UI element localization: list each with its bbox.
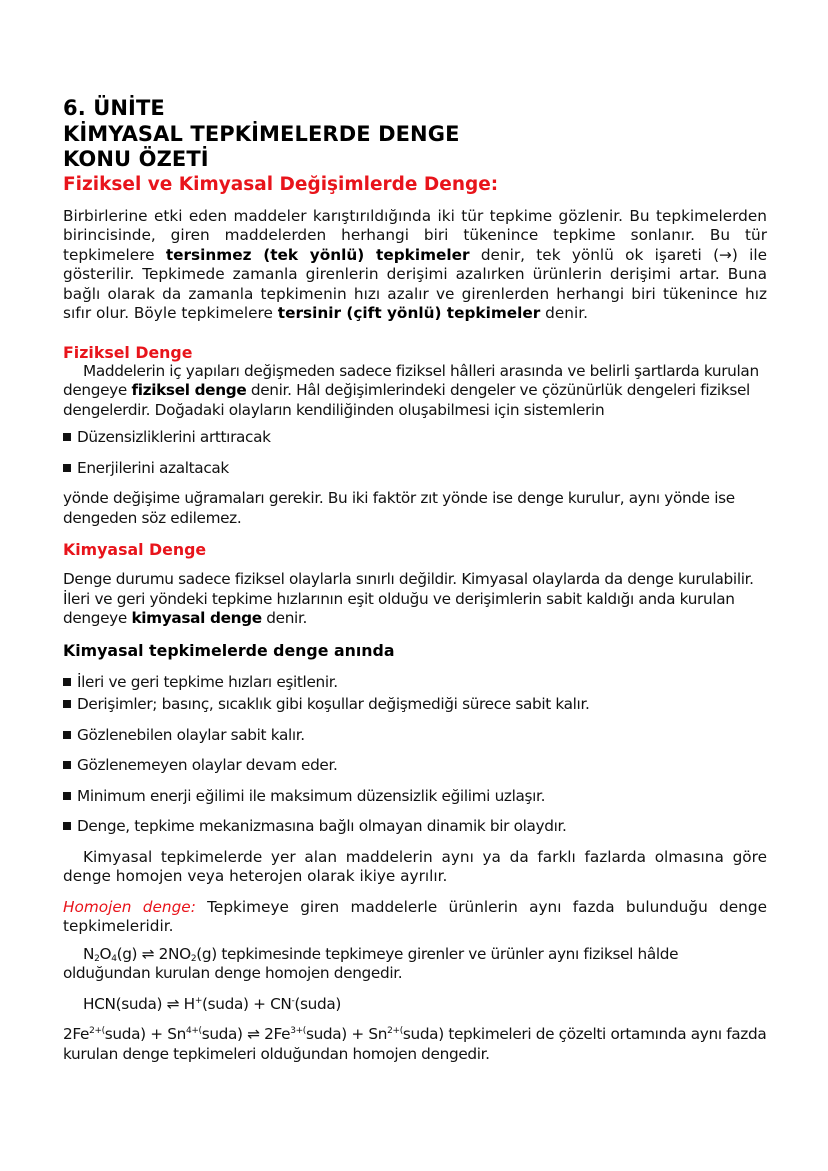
formula-part: suda) + Sn <box>305 1025 388 1043</box>
summary-title: KONU ÖZETİ <box>63 147 209 171</box>
physical-text-2: denir. Hâl değişimlerindeki dengeler ve çözünürlük dengeleri fiziksel dengelerdir. Doğadaki olayların kendiliğinden oluşabilmesi için sistemlerin <box>63 381 750 419</box>
formula-part: O <box>99 944 112 963</box>
physical-after-paragraph: yönde değişime uğramaları gerekir. Bu iki faktör zıt yönde ise denge kurulur, aynı yönde ise dengeden söz edilemez. <box>63 489 735 527</box>
equilibrium-bullet <box>63 817 767 837</box>
homogeneous-definition <box>63 898 767 937</box>
square-bullet-icon <box>63 433 71 441</box>
equilibrium-bullet <box>63 756 767 776</box>
heading-at-equilibrium: Kimyasal tepkimelerde denge anında <box>63 640 395 660</box>
superscript: 2+( <box>89 1026 105 1036</box>
square-bullet-icon <box>63 700 71 708</box>
equilibrium-bullet <box>63 726 767 746</box>
square-bullet-icon <box>63 822 71 830</box>
physical-text-1: Maddelerin iç yapıları değişmeden sadece fiziksel hâlleri arasında ve belirli şartlarda kurulan dengeye <box>63 361 759 399</box>
physical-bullet <box>63 428 767 448</box>
superscript: + <box>194 995 203 1006</box>
formula-part: HCN(suda) ⇌ H <box>83 994 195 1013</box>
bullet-text: İleri ve geri tepkime hızları eşitlenir. <box>77 672 338 691</box>
bullet-text: Gözlenemeyen olaylar devam eder. <box>77 756 338 774</box>
bullet-text: Derişimler; basınç, sıcaklık gibi koşullar değişmediği sürece sabit kalır. <box>77 695 590 713</box>
formula-part: suda) + Sn <box>104 1025 186 1043</box>
equilibrium-bullet <box>63 673 767 693</box>
physical-equilibrium-paragraph <box>63 362 767 421</box>
physical-bullet <box>63 459 767 479</box>
phase-paragraph: Kimyasal tepkimelerde yer alan maddelerin aynı ya da farklı fazlarda olmasına göre denge homojen veya heterojen olarak ikiye ayrılır. <box>63 847 767 885</box>
superscript: - <box>291 995 295 1006</box>
square-bullet-icon <box>63 678 71 686</box>
bullet-text: Gözlenebilen olaylar sabit kalır. <box>77 725 305 744</box>
formula-part: (g) ⇌ 2NO <box>116 944 191 963</box>
bullet-text: Minimum enerji eğilimi ile maksimum düzensizlik eğilimi uzlaşır. <box>77 786 546 805</box>
intro-text-3: denir. <box>540 304 588 322</box>
homogeneous-text: Tepkimeye giren maddelerle ürünlerin aynı fazda bulunduğu denge tepkimeleridir. <box>63 897 767 935</box>
intro-text-2: denir, tek yönlü ok işareti (→) ile gösterilir. Tepkimede zamanla girenlerin derişimi azalırken ürünlerin derişimi artar. Buna bağlı olarak da zamanla tepkimenin hızı azalır ve girenlerden herhangi biri tükenince hız sıfır olur. Böyle tepkimelere <box>63 245 767 322</box>
chemical-text-1: Denge durumu sadece fiziksel olaylarla sınırlı değildir. Kimyasal olaylarda da denge kurulabilir. İleri ve geri yöndeki tepkime hızlarının eşit olduğu ve derişimlerin sabit kaldığı anda kurulan dengeye <box>63 570 754 627</box>
example-fe-sn <box>63 1025 767 1064</box>
unit-title: 6. ÜNİTE <box>63 96 165 120</box>
superscript: 3+( <box>290 1026 306 1036</box>
square-bullet-icon <box>63 761 71 769</box>
formula-part: suda) ⇌ 2Fe <box>201 1025 291 1043</box>
formula-part: N <box>83 944 95 963</box>
formula-part: (suda) <box>294 994 342 1013</box>
chemical-equilibrium-paragraph <box>63 570 767 629</box>
equilibrium-bullet <box>63 787 767 807</box>
superscript: 4+( <box>185 1026 202 1036</box>
subscript: 2 <box>190 953 197 964</box>
square-bullet-icon <box>63 464 71 472</box>
document-page <box>63 96 767 1064</box>
document-header <box>63 96 767 173</box>
square-bullet-icon <box>63 792 71 800</box>
bullet-text: Düzensizliklerini arttıracak <box>77 428 271 446</box>
superscript: 2+( <box>387 1026 403 1036</box>
example-text: (g) tepkimesinde tepkimeye girenler ve ürünler aynı fiziksel hâlde olduğundan kurulan denge homojen dengedir. <box>63 944 679 982</box>
homogeneous-label: Homojen denge: <box>63 897 196 916</box>
example-n2o4 <box>63 945 767 984</box>
heading-physical-equilibrium: Fiziksel Denge <box>63 342 193 362</box>
intro-text-1: Birbirlerine etki eden maddeler karıştırıldığında iki tür tepkime gözlenir. Bu tepkimelerden birincisinde, giren maddelerden herhangi biri tükenince tepkime sonlanır. Bu tür tepkimelere <box>63 206 767 264</box>
term-chemical-equilibrium: kimyasal denge <box>131 609 262 627</box>
bullet-text: Enerjilerini azaltacak <box>77 458 229 477</box>
subscript: 4 <box>111 953 117 964</box>
term-irreversible: tersinmez (tek yönlü) tepkimeler <box>165 245 470 264</box>
section-heading-physical-chemical-change: Fiziksel ve Kimyasal Değişimlerde Denge: <box>63 173 499 195</box>
topic-title: KİMYASAL TEPKİMELERDE DENGE <box>63 121 460 146</box>
term-reversible: tersinir (çift yönlü) tepkimeler <box>277 304 541 322</box>
heading-chemical-equilibrium: Kimyasal Denge <box>63 540 207 559</box>
equilibrium-bullet <box>63 695 767 715</box>
subscript: 2 <box>94 953 100 964</box>
formula-part: 2Fe <box>63 1025 90 1043</box>
bullet-text: Denge, tepkime mekanizmasına bağlı olmayan dinamik bir olaydır. <box>77 817 567 835</box>
chemical-text-2: denir. <box>261 609 307 627</box>
intro-paragraph <box>63 207 767 324</box>
term-physical-equilibrium: fiziksel denge <box>131 381 247 399</box>
square-bullet-icon <box>63 731 71 739</box>
example-text: suda) tepkimeleri de çözelti ortamında aynı fazda kurulan denge tepkimeleri olduğundan homojen dengedir. <box>63 1025 767 1063</box>
formula-part: (suda) + CN <box>202 994 292 1013</box>
example-hcn <box>63 995 767 1015</box>
